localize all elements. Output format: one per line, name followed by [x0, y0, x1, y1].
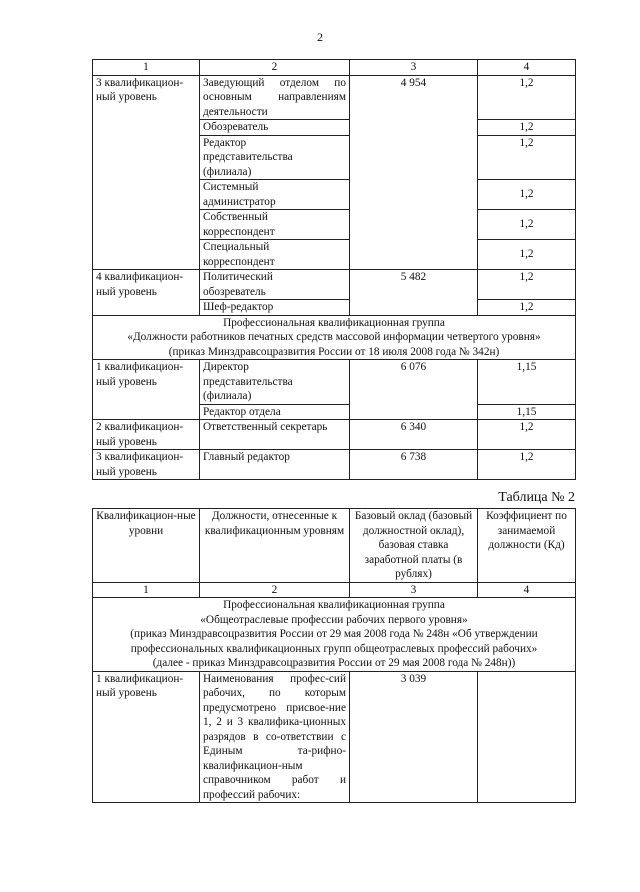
header-base-salary: Базовый оклад (базовый должностной оклад), базовая ставка заработной платы (в рублях) — [350, 509, 478, 583]
table-title: Таблица № 2 — [498, 490, 575, 505]
column-number-row — [93, 60, 576, 76]
qualification-level: 3 квалификацион-ный уровень — [93, 75, 200, 270]
header-positions: Должности, отнесенные к квалификационным уровням — [200, 509, 350, 583]
position-name: Директор представительства (филиала) — [200, 360, 350, 405]
coefficient: 1,2 — [478, 420, 576, 450]
qualification-level: 1 квалификацион-ный уровень — [93, 671, 200, 803]
column-number: 2 — [200, 60, 350, 76]
table-row — [93, 360, 576, 405]
column-number-row — [93, 582, 576, 598]
qualification-level: 4 квалификацион-ный уровень — [93, 270, 200, 316]
qualification-level: 3 квалификацион-ный уровень — [93, 450, 200, 480]
column-number: 3 — [350, 60, 478, 76]
page-number: 2 — [317, 30, 323, 44]
position-name: Шеф-редактор — [200, 300, 350, 316]
base-salary: 3 039 — [350, 671, 478, 803]
group-heading-line: «Общеотраслевые профессии рабочих первого уровня» — [200, 613, 468, 626]
base-salary: 6 340 — [350, 420, 478, 450]
column-number: 1 — [93, 60, 200, 76]
coefficient: 1,2 — [478, 135, 576, 180]
position-name: Собственный корреспондент — [200, 210, 350, 240]
salary-table-2 — [92, 508, 576, 803]
position-name: Системный администратор — [200, 180, 350, 210]
coefficient: 1,2 — [478, 180, 576, 210]
position-name: Обозреватель — [200, 120, 350, 136]
coefficient: 1,2 — [478, 300, 576, 316]
position-name: Специальный корреспондент — [200, 240, 350, 270]
header-qualification-levels: Квалификацион-ные уровни — [93, 509, 200, 583]
position-name: Ответственный секретарь — [200, 420, 350, 450]
coefficient: 1,15 — [478, 360, 576, 405]
group-heading-line: (приказ Минздравсоцразвития России от 18 июля 2008 года № 342н) — [168, 345, 500, 358]
column-number: 1 — [93, 582, 200, 598]
group-heading-line: (приказ Минздравсоцразвития России от 29 мая 2008 года № 248н «Об утверждении профессиональных квалификационных групп общеотраслевых профессий рабочих» — [130, 628, 538, 655]
group-heading-line: (далее - приказ Минздравсоцразвития России от 29 мая 2008 года № 248н)) — [152, 657, 516, 669]
coefficient: 1,2 — [478, 120, 576, 136]
table-row — [93, 270, 576, 300]
qualification-level: 1 квалификацион-ный уровень — [93, 360, 200, 420]
salary-table-continued — [92, 59, 576, 480]
column-number: 4 — [478, 60, 576, 76]
column-number: 4 — [478, 582, 576, 598]
group-heading-line: Профессиональная квалификационная группа — [223, 599, 445, 611]
coefficient: 1,2 — [478, 75, 576, 120]
base-salary: 6 738 — [350, 450, 478, 480]
table-row — [93, 671, 576, 803]
group-heading-line: Профессиональная квалификационная группа — [223, 316, 445, 329]
position-name: Редактор представительства (филиала) — [200, 135, 350, 180]
group-heading — [93, 598, 576, 672]
qualification-level: 2 квалификацион-ный уровень — [93, 420, 200, 450]
coefficient: 1,2 — [478, 270, 576, 300]
position-name: Главный редактор — [200, 450, 350, 480]
coefficient: 1,2 — [478, 210, 576, 240]
table-row — [93, 75, 576, 120]
coefficient: 1,2 — [478, 450, 576, 480]
coefficient — [478, 671, 576, 803]
column-number: 3 — [350, 582, 478, 598]
header-coefficient: Коэффициент по занимаемой должности (Кд) — [478, 509, 576, 583]
position-name: Наименования профес-сий рабочих, по которым предусмотрено присвое-ние 1, 2 и 3 квалифика-ционных разрядов в со-ответствии с Единым та-рифно-квалификацион-ным справочником работ и профессий рабочих: — [200, 671, 350, 803]
position-name: Заведующий отделом по основным направлениям деятельности — [200, 75, 350, 120]
base-salary: 4 954 — [350, 75, 478, 270]
group-heading — [93, 315, 576, 360]
group-heading-line: «Должности работников печатных средств массовой информации четвертого уровня» — [127, 331, 541, 343]
position-name: Редактор отдела — [200, 404, 350, 420]
group-heading-row — [93, 598, 576, 672]
header-row — [93, 509, 576, 583]
coefficient: 1,2 — [478, 240, 576, 270]
coefficient: 1,15 — [478, 404, 576, 420]
base-salary: 6 076 — [350, 360, 478, 420]
position-name: Политический обозреватель — [200, 270, 350, 300]
group-heading-row — [93, 315, 576, 360]
column-number: 2 — [200, 582, 350, 598]
table-row — [93, 420, 576, 450]
table-row — [93, 450, 576, 480]
base-salary: 5 482 — [350, 270, 478, 316]
